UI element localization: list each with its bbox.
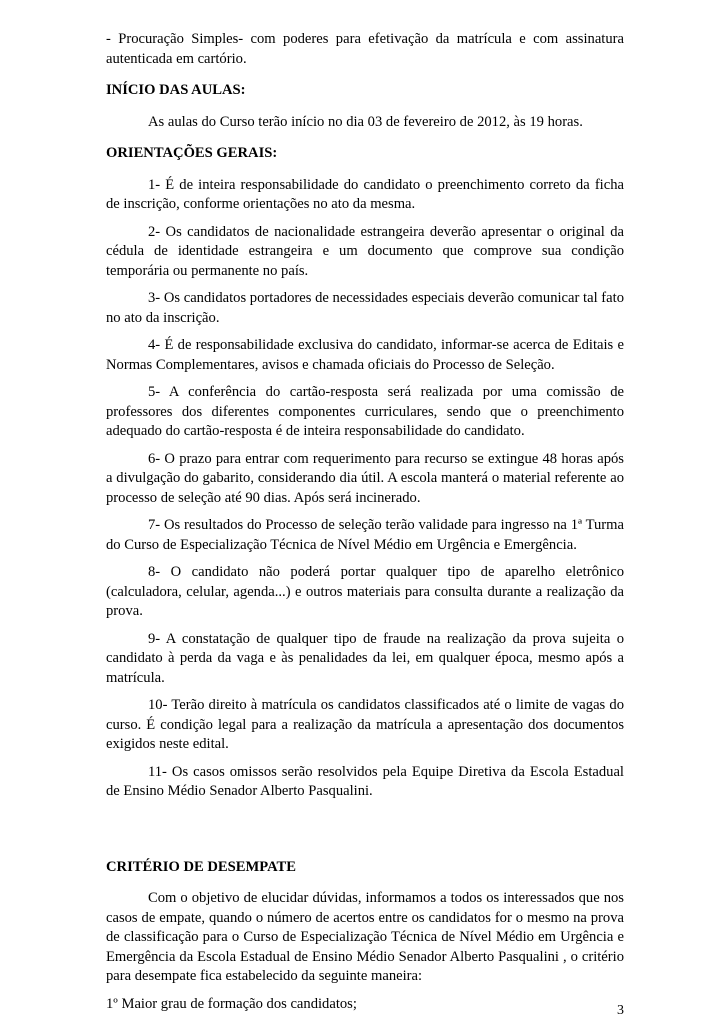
orientacao-item-11: 11- Os casos omissos serão resolvidos pela Equipe Diretiva da Escola Estadual de Ensino Médio Senador Alberto Pasqualini. <box>106 763 624 799</box>
orientacao-item-3: 3- Os candidatos portadores de necessidades especiais deverão comunicar tal fato no ato da inscrição. <box>106 290 624 326</box>
criterio-item-1: 1º Maior grau de formação dos candidatos; <box>106 995 357 1012</box>
criterio-desempate-heading: CRITÉRIO DE DESEMPATE <box>106 858 297 875</box>
page-number: 3 <box>617 1003 624 1018</box>
criterio-desempate-paragraph: Com o objetivo de elucidar dúvidas, informamos a todos os interessados que nos casos de empate, quando o número de acertos entre os candidatos for o mesmo na prova de classificação para o Curso de Especialização Técnica de Nível Médio em Urgência e Emergência da Escola Estadual de Ensino Médio Senador Alberto Pasqualini , o critério para desempate fica estabelecido da seguinte maneira: <box>106 890 624 984</box>
orientacoes-gerais-heading: ORIENTAÇÕES GERAIS: <box>106 145 278 161</box>
orientacao-item-10: 10- Terão direito à matrícula os candidatos classificados até o limite de vagas do curso. É condição legal para a realização da matrícula a apresentação dos documentos exigidos neste edital. <box>106 697 624 752</box>
orientacao-item-2: 2- Os candidatos de nacionalidade estrangeira deverão apresentar o original da cédula de identidade estrangeira e um documento que comprove sua condição temporária ou permanente no país. <box>106 223 624 279</box>
orientacao-item-7: 7- Os resultados do Processo de seleção terão validade para ingresso na 1ª Turma do Curso de Especialização Técnica de Nível Médio em Urgência e Emergência. <box>106 517 624 553</box>
orientacao-item-1: 1- É de inteira responsabilidade do candidato o preenchimento correto da ficha de inscrição, conforme orientações no ato da mesma. <box>106 176 624 212</box>
orientacao-item-4: 4- É de responsabilidade exclusiva do candidato, informar-se acerca de Editais e Normas Complementares, avisos e chamada oficiais do Processo de Seleção. <box>106 337 624 373</box>
inicio-aulas-heading: INÍCIO DAS AULAS: <box>106 82 246 98</box>
procuracao-paragraph: - Procuração Simples- com poderes para efetivação da matrícula e com assinatura autenticada em cartório. <box>106 31 624 67</box>
orientacao-item-6: 6- O prazo para entrar com requerimento para recurso se extingue 48 horas após a divulgação do gabarito, considerando dia útil. A escola manterá o material referente ao processo de seleção até 90 dias. Após será incinerado. <box>106 450 624 506</box>
orientacao-item-8: 8- O candidato não poderá portar qualquer tipo de aparelho eletrônico (calculadora, celular, agenda...) e outros materiais para consulta durante a realização da prova. <box>106 564 624 619</box>
orientacao-item-9: 9- A constatação de qualquer tipo de fraude na realização da prova sujeita o candidato à perda da vaga e às penalidades da lei, em qualquer época, mesmo após a matrícula. <box>106 630 624 686</box>
orientacao-item-5: 5- A conferência do cartão-resposta será realizada por uma comissão de professores dos diferentes componentes curriculares, sendo que o preenchimento adequado do cartão-resposta é de inteira responsabilidade do candidato. <box>106 384 624 439</box>
inicio-aulas-paragraph: As aulas do Curso terão início no dia 03 de fevereiro de 2012, às 19 horas. <box>148 113 583 130</box>
